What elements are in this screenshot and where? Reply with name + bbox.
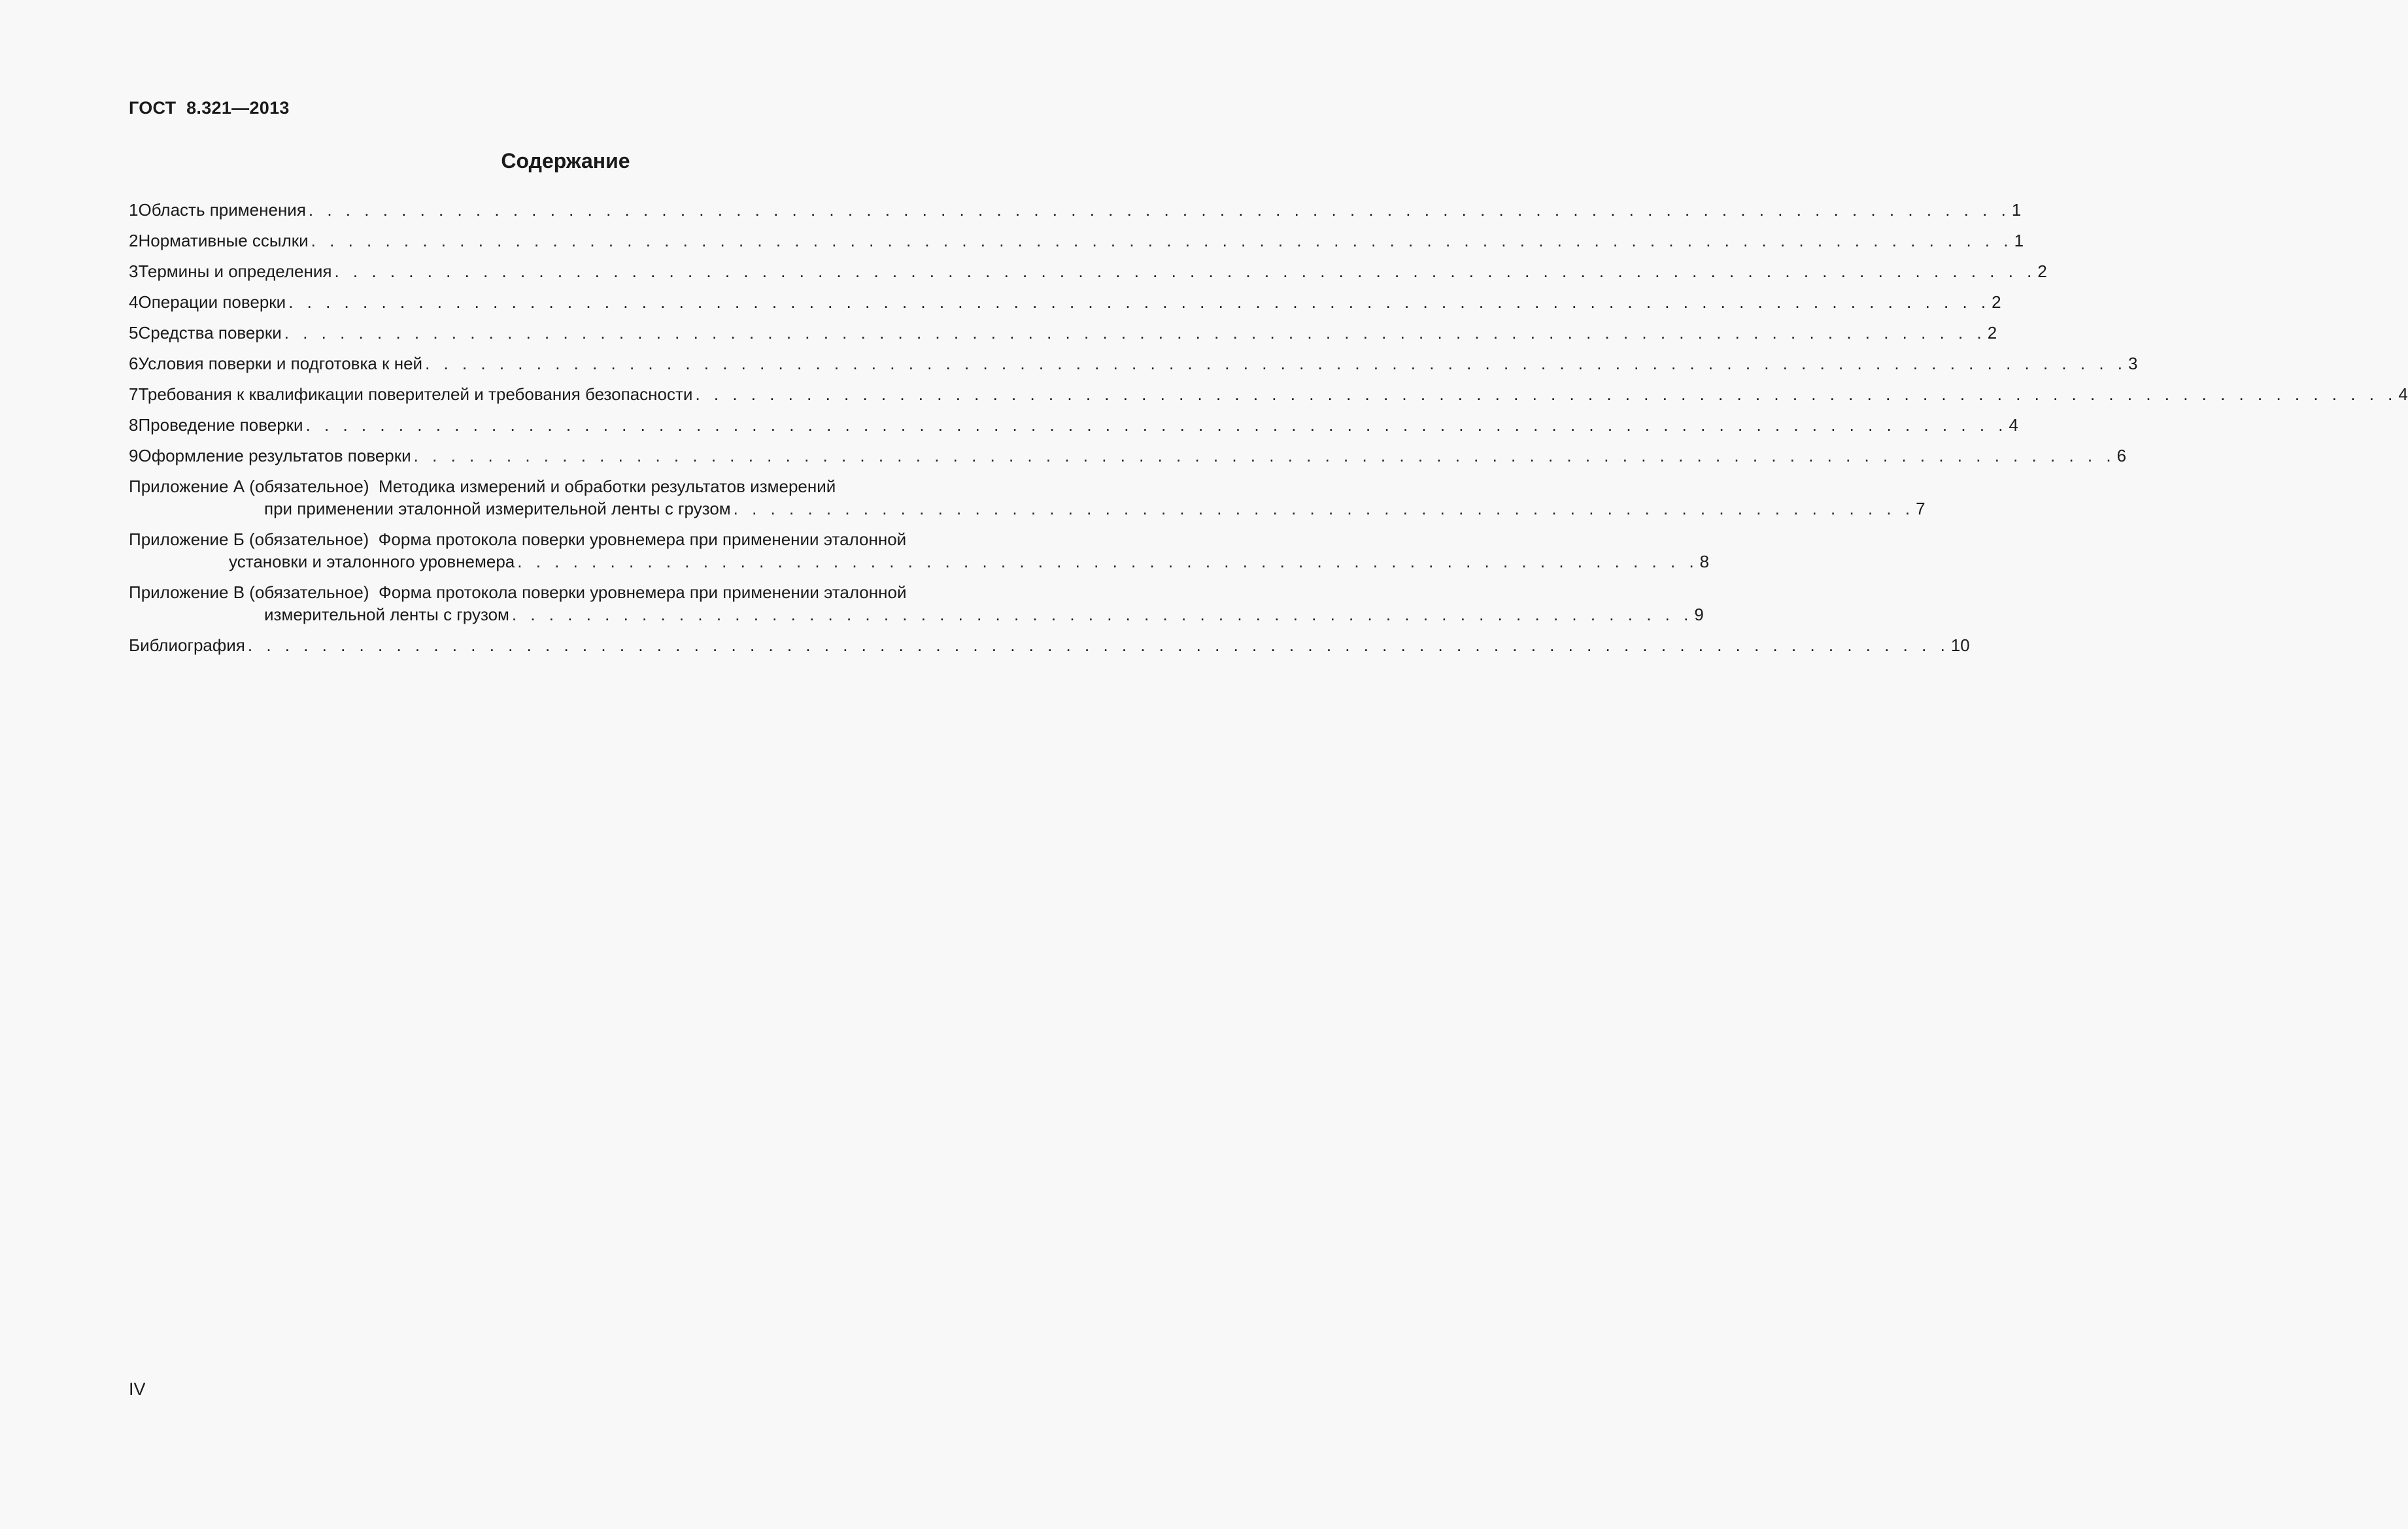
page-number: IV: [129, 1379, 146, 1399]
appendix-page: 9: [1694, 605, 1704, 624]
toc-entry-page: 4: [2398, 384, 2408, 404]
dot-leader: . . . . . . . . . . . . . . . . . . . . . . . . . . . . . . . . . . . . . . . . . . . . . . . . . . . . . . . . . . . . . . . . . . . . . . . . . . . . . . . . . . . . . . . . . . . .: [308, 200, 2010, 220]
bibliography-title: Библиография: [129, 635, 245, 655]
toc-entry-number: 9: [129, 446, 139, 465]
dot-leader: . . . . . . . . . . . . . . . . . . . . . . . . . . . . . . . . . . . . . . . . . . . . . . . . . . . . . . . . . . . . . . . . . . . . . . . . . . . . . . . . . . . . . . . . . . . .: [334, 261, 2037, 281]
appendix-title-line1: Форма протокола поверки уровнемера при применении эталонной: [378, 529, 907, 549]
toc-bibliography[interactable]: [129, 634, 1970, 656]
appendix-title-line1: Форма протокола поверки уровнемера при применении эталонной: [378, 582, 907, 602]
toc-entry-number: 7: [129, 384, 139, 404]
toc-entry-page: 1: [2011, 200, 2022, 220]
toc-entry-6[interactable]: [129, 352, 2138, 375]
toc-entry-page: 2: [1987, 323, 1997, 343]
toc-entry-title: Оформление результатов поверки: [138, 446, 411, 465]
toc-appendix-b[interactable]: [129, 528, 1710, 573]
appendix-title-line2: установки и эталонного уровнемера: [229, 552, 515, 571]
toc-appendix-a[interactable]: [129, 475, 1925, 520]
toc-entry-1[interactable]: [129, 199, 2022, 221]
toc-entry-number: 3: [129, 261, 139, 281]
toc-entry-number: 8: [129, 415, 139, 435]
dot-leader: . . . . . . . . . . . . . . . . . . . . . . . . . . . . . . . . . . . . . . . . . . . . . . . . . . . . . . . . . . . . . . . . . . . . . . . . . . . . . . . . . . . . . . . . . . . .: [695, 384, 2398, 404]
toc-title: Содержание: [501, 149, 630, 173]
toc-entry-page: 1: [2014, 231, 2024, 250]
toc-entry-7[interactable]: [129, 383, 2408, 405]
toc-appendix-v[interactable]: [129, 581, 1704, 626]
toc-entry-4[interactable]: [129, 291, 2001, 313]
dot-leader: . . . . . . . . . . . . . . . . . . . . . . . . . . . . . . . . . . . . . . . . . . . . . . . . . . . . . . . . . . . . . . . . . . . . . . . . . . . . . . . . . . . . . . . . . . . .: [284, 323, 1986, 343]
table-of-contents: [129, 199, 2408, 656]
toc-entry-title: Термины и определения: [138, 261, 332, 281]
toc-entry-number: 2: [129, 231, 139, 250]
toc-entry-title: Операции поверки: [138, 292, 286, 312]
dot-leader: . . . . . . . . . . . . . . . . . . . . . . . . . . . . . . . . . . . . . . . . . . . . . . . . . . . . . . . . . . . . . . . . . . . . . . . . . . . . . . . . . . . . . . . . . . . .: [247, 635, 1950, 655]
toc-entry-number: 1: [129, 200, 139, 220]
appendix-title-line1: Методика измерений и обработки результатов измерений: [378, 477, 836, 496]
bibliography-page: 10: [1950, 635, 1970, 655]
appendix-page: 8: [1699, 552, 1710, 571]
toc-entry-title: Требования к квалификации поверителей и требования безопасности: [138, 384, 693, 404]
toc-entry-page: 6: [2116, 446, 2127, 465]
toc-entry-5[interactable]: [129, 322, 1997, 344]
appendix-page: 7: [1916, 499, 1925, 518]
toc-entry-3[interactable]: [129, 260, 2047, 282]
toc-entry-title: Условия поверки и подготовка к ней: [138, 354, 423, 373]
toc-entry-title: Средства поверки: [138, 323, 282, 343]
dot-leader: . . . . . . . . . . . . . . . . . . . . . . . . . . . . . . . . . . . . . . . . . . . . . . . . . . . . . . . . . . . . . . . . . . . . . . . . . . . . . . . . . . . . . . . . . . . .: [311, 231, 2013, 250]
toc-entry-number: 4: [129, 292, 139, 312]
toc-entry-page: 2: [1992, 292, 2001, 312]
dot-leader: . . . . . . . . . . . . . . . . . . . . . . . . . . . . . . . . . . . . . . . . . . . . . . . . . . . . . . . . . . . . . . . .: [733, 499, 1915, 518]
toc-entry-title: Область применения: [138, 200, 306, 220]
toc-entry-page: 2: [2037, 261, 2047, 281]
appendix-title-line2: при применении эталонной измерительной ленты с грузом: [264, 499, 731, 518]
appendix-label: Приложение А (обязательное): [129, 477, 369, 496]
document-code: ГОСТ 8.321—2013: [129, 98, 290, 118]
dot-leader: . . . . . . . . . . . . . . . . . . . . . . . . . . . . . . . . . . . . . . . . . . . . . . . . . . . . . . . . . . . . . . . .: [511, 605, 1693, 624]
dot-leader: . . . . . . . . . . . . . . . . . . . . . . . . . . . . . . . . . . . . . . . . . . . . . . . . . . . . . . . . . . . . . . . . . . . . . . . . . . . . . . . . . . . . . . . . . . . .: [413, 446, 2116, 465]
toc-entry-page: 3: [2128, 354, 2138, 373]
dot-leader: . . . . . . . . . . . . . . . . . . . . . . . . . . . . . . . . . . . . . . . . . . . . . . . . . . . . . . . . . . . . . . . . . . . . . . . . . . . . . . . . . . . . . . . . . . . .: [305, 415, 2008, 435]
toc-entry-page: 4: [2009, 415, 2018, 435]
toc-entry-2[interactable]: [129, 229, 2024, 252]
toc-entry-title: Проведение поверки: [138, 415, 303, 435]
toc-entry-8[interactable]: [129, 414, 2018, 436]
appendix-title-line2: измерительной ленты с грузом: [264, 605, 509, 624]
dot-leader: . . . . . . . . . . . . . . . . . . . . . . . . . . . . . . . . . . . . . . . . . . . . . . . . . . . . . . . . . . . . . . . . . . . . . . . . . . . . . . . . . . . . . . . . . . . .: [288, 292, 1991, 312]
dot-leader: . . . . . . . . . . . . . . . . . . . . . . . . . . . . . . . . . . . . . . . . . . . . . . . . . . . . . . . . . . . . . . . .: [517, 552, 1699, 571]
toc-entry-number: 5: [129, 323, 139, 343]
appendix-label: Приложение Б (обязательное): [129, 529, 369, 549]
toc-entry-number: 6: [129, 354, 139, 373]
toc-entry-9[interactable]: [129, 445, 2127, 467]
dot-leader: . . . . . . . . . . . . . . . . . . . . . . . . . . . . . . . . . . . . . . . . . . . . . . . . . . . . . . . . . . . . . . . . . . . . . . . . . . . . . . . . . . . . . . . . . . . .: [425, 354, 2127, 373]
toc-entry-title: Нормативные ссылки: [138, 231, 309, 250]
appendix-label: Приложение В (обязательное): [129, 582, 369, 602]
